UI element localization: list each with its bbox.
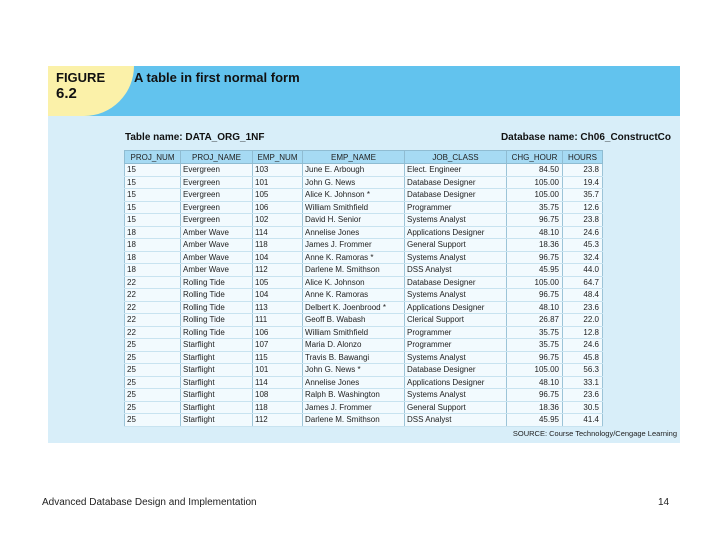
table-cell-emp-num: 118: [253, 239, 303, 252]
table-cell-emp-name: James J. Frommer: [303, 239, 405, 252]
table-cell-chg-hour: 18.36: [507, 401, 563, 414]
table-cell-hours: 23.6: [563, 301, 603, 314]
table-cell-emp-name: David H. Senior: [303, 214, 405, 227]
table-cell-emp-name: June E. Arbough: [303, 164, 405, 177]
table-cell-emp-name: Annelise Jones: [303, 376, 405, 389]
table-cell-proj-name: Rolling Tide: [181, 326, 253, 339]
table-cell-job-class: Systems Analyst: [405, 351, 507, 364]
table-cell-job-class: General Support: [405, 239, 507, 252]
table-row: [125, 301, 603, 314]
table-cell-hours: 19.4: [563, 176, 603, 189]
table-cell-emp-name: Darlene M. Smithson: [303, 414, 405, 427]
table-cell-proj-num: 25: [125, 376, 181, 389]
table-cell-hours: 45.8: [563, 351, 603, 364]
table-cell-proj-num: 25: [125, 414, 181, 427]
table-cell-hours: 23.8: [563, 164, 603, 177]
table-row: [125, 339, 603, 352]
table-cell-job-class: General Support: [405, 401, 507, 414]
table-cell-chg-hour: 48.10: [507, 301, 563, 314]
table-cell-chg-hour: 105.00: [507, 176, 563, 189]
figure-label-badge: [48, 66, 134, 116]
table-cell-job-class: Systems Analyst: [405, 214, 507, 227]
table-cell-job-class: Applications Designer: [405, 301, 507, 314]
table-cell-proj-name: Evergreen: [181, 164, 253, 177]
table-cell-proj-name: Amber Wave: [181, 264, 253, 277]
table-cell-chg-hour: 45.95: [507, 264, 563, 277]
table-cell-job-class: Programmer: [405, 326, 507, 339]
table-cell-job-class: Applications Designer: [405, 226, 507, 239]
figure-panel: [48, 66, 680, 443]
figure-label-word: FIGURE: [56, 70, 106, 85]
table-cell-proj-name: Starflight: [181, 401, 253, 414]
table-row: [125, 189, 603, 202]
table-cell-job-class: Elect. Engineer: [405, 164, 507, 177]
data-table: [124, 150, 603, 427]
table-cell-hours: 23.6: [563, 389, 603, 402]
table-row: [125, 364, 603, 377]
table-cell-proj-name: Rolling Tide: [181, 276, 253, 289]
table-cell-proj-name: Evergreen: [181, 189, 253, 202]
table-cell-emp-name: John G. News: [303, 176, 405, 189]
table-cell-emp-num: 104: [253, 251, 303, 264]
table-cell-hours: 23.8: [563, 214, 603, 227]
table-cell-proj-name: Amber Wave: [181, 239, 253, 252]
table-cell-emp-num: 104: [253, 289, 303, 302]
table-cell-chg-hour: 84.50: [507, 164, 563, 177]
table-row: [125, 314, 603, 327]
table-cell-job-class: Database Designer: [405, 364, 507, 377]
table-row: [125, 164, 603, 177]
table-cell-proj-num: 22: [125, 326, 181, 339]
table-cell-emp-name: Annelise Jones: [303, 226, 405, 239]
table-cell-chg-hour: 18.36: [507, 239, 563, 252]
table-row: [125, 176, 603, 189]
table-cell-proj-name: Starflight: [181, 351, 253, 364]
table-cell-emp-num: 106: [253, 201, 303, 214]
source-credit: SOURCE: Course Technology/Cengage Learning: [512, 429, 677, 438]
table-cell-proj-num: 18: [125, 226, 181, 239]
table-cell-chg-hour: 105.00: [507, 364, 563, 377]
table-cell-chg-hour: 35.75: [507, 201, 563, 214]
table-cell-emp-name: Alice K. Johnson *: [303, 189, 405, 202]
table-cell-chg-hour: 96.75: [507, 389, 563, 402]
table-cell-emp-name: William Smithfield: [303, 201, 405, 214]
table-cell-proj-name: Starflight: [181, 364, 253, 377]
table-cell-emp-name: James J. Frommer: [303, 401, 405, 414]
table-cell-proj-name: Rolling Tide: [181, 301, 253, 314]
table-cell-emp-num: 105: [253, 276, 303, 289]
table-row: [125, 389, 603, 402]
table-cell-proj-num: 15: [125, 201, 181, 214]
table-cell-hours: 56.3: [563, 364, 603, 377]
table-cell-emp-name: Geoff B. Wabash: [303, 314, 405, 327]
table-cell-proj-num: 15: [125, 214, 181, 227]
table-cell-proj-name: Starflight: [181, 414, 253, 427]
table-cell-proj-num: 25: [125, 351, 181, 364]
table-cell-chg-hour: 96.75: [507, 251, 563, 264]
table-cell-chg-hour: 48.10: [507, 226, 563, 239]
table-cell-emp-num: 115: [253, 351, 303, 364]
table-cell-proj-num: 25: [125, 364, 181, 377]
table-row: [125, 239, 603, 252]
table-cell-hours: 33.1: [563, 376, 603, 389]
table-row: [125, 414, 603, 427]
table-name-label: Table name: DATA_ORG_1NF: [125, 132, 265, 143]
table-cell-chg-hour: 96.75: [507, 214, 563, 227]
table-cell-emp-num: 108: [253, 389, 303, 402]
table-cell-hours: 45.3: [563, 239, 603, 252]
table-row: [125, 226, 603, 239]
table-cell-proj-num: 15: [125, 189, 181, 202]
table-cell-proj-name: Starflight: [181, 339, 253, 352]
table-cell-hours: 35.7: [563, 189, 603, 202]
table-cell-hours: 41.4: [563, 414, 603, 427]
table-cell-chg-hour: 35.75: [507, 339, 563, 352]
table-cell-chg-hour: 45.95: [507, 414, 563, 427]
table-cell-emp-name: Anne K. Ramoras: [303, 289, 405, 302]
table-cell-emp-num: 107: [253, 339, 303, 352]
table-cell-proj-num: 15: [125, 176, 181, 189]
table-cell-proj-name: Starflight: [181, 376, 253, 389]
table-cell-emp-name: William Smithfield: [303, 326, 405, 339]
table-cell-proj-num: 18: [125, 251, 181, 264]
table-row: [125, 376, 603, 389]
table-cell-chg-hour: 35.75: [507, 326, 563, 339]
table-cell-emp-num: 101: [253, 364, 303, 377]
footer-page-number: 14: [658, 497, 670, 508]
table-cell-proj-num: 25: [125, 389, 181, 402]
column-header: PROJ_NAME: [181, 151, 253, 164]
table-cell-proj-num: 18: [125, 239, 181, 252]
table-cell-proj-name: Amber Wave: [181, 251, 253, 264]
table-cell-emp-num: 118: [253, 401, 303, 414]
table-cell-emp-num: 111: [253, 314, 303, 327]
table-cell-emp-name: Delbert K. Joenbrood *: [303, 301, 405, 314]
table-cell-emp-name: John G. News *: [303, 364, 405, 377]
table-cell-job-class: DSS Analyst: [405, 264, 507, 277]
table-row: [125, 351, 603, 364]
column-header: JOB_CLASS: [405, 151, 507, 164]
figure-title: A table in first normal form: [134, 70, 300, 85]
table-row: [125, 401, 603, 414]
table-cell-hours: 48.4: [563, 289, 603, 302]
footer-course-title: Advanced Database Design and Implementation: [42, 497, 257, 508]
column-header: EMP_NAME: [303, 151, 405, 164]
table-cell-emp-num: 114: [253, 226, 303, 239]
table-cell-proj-name: Evergreen: [181, 214, 253, 227]
table-cell-emp-num: 103: [253, 164, 303, 177]
table-cell-emp-num: 112: [253, 264, 303, 277]
table-cell-proj-num: 22: [125, 289, 181, 302]
table-cell-emp-num: 102: [253, 214, 303, 227]
table-cell-job-class: Programmer: [405, 201, 507, 214]
table-cell-proj-name: Rolling Tide: [181, 289, 253, 302]
table-cell-hours: 24.6: [563, 339, 603, 352]
table-row: [125, 326, 603, 339]
table-cell-chg-hour: 48.10: [507, 376, 563, 389]
table-row: [125, 276, 603, 289]
figure-label-number: 6.2: [56, 85, 77, 102]
table-cell-job-class: Database Designer: [405, 276, 507, 289]
table-cell-chg-hour: 96.75: [507, 351, 563, 364]
column-header: EMP_NUM: [253, 151, 303, 164]
table-cell-job-class: Clerical Support: [405, 314, 507, 327]
table-cell-emp-num: 114: [253, 376, 303, 389]
table-cell-job-class: Systems Analyst: [405, 289, 507, 302]
table-cell-job-class: Systems Analyst: [405, 389, 507, 402]
table-row: [125, 289, 603, 302]
table-cell-emp-name: Travis B. Bawangi: [303, 351, 405, 364]
table-cell-hours: 12.6: [563, 201, 603, 214]
table-cell-emp-num: 101: [253, 176, 303, 189]
table-cell-emp-name: Maria D. Alonzo: [303, 339, 405, 352]
table-cell-chg-hour: 96.75: [507, 289, 563, 302]
table-cell-job-class: Applications Designer: [405, 376, 507, 389]
table-cell-job-class: Database Designer: [405, 189, 507, 202]
table-header-row: [125, 151, 603, 164]
table-cell-emp-name: Anne K. Ramoras *: [303, 251, 405, 264]
table-cell-hours: 30.5: [563, 401, 603, 414]
figure-header-bar: [48, 66, 680, 116]
table-cell-emp-num: 105: [253, 189, 303, 202]
table-cell-job-class: Programmer: [405, 339, 507, 352]
database-name-label: Database name: Ch06_ConstructCo: [500, 132, 671, 143]
table-cell-proj-num: 25: [125, 401, 181, 414]
table-cell-chg-hour: 105.00: [507, 276, 563, 289]
table-cell-chg-hour: 26.87: [507, 314, 563, 327]
table-cell-emp-num: 106: [253, 326, 303, 339]
table-cell-proj-num: 22: [125, 276, 181, 289]
table-cell-hours: 22.0: [563, 314, 603, 327]
table-cell-emp-name: Ralph B. Washington: [303, 389, 405, 402]
table-cell-chg-hour: 105.00: [507, 189, 563, 202]
column-header: PROJ_NUM: [125, 151, 181, 164]
table-row: [125, 251, 603, 264]
table-cell-emp-num: 113: [253, 301, 303, 314]
table-body: [125, 164, 603, 427]
table-cell-job-class: Database Designer: [405, 176, 507, 189]
table-cell-proj-num: 22: [125, 301, 181, 314]
table-cell-proj-name: Evergreen: [181, 176, 253, 189]
column-header: HOURS: [563, 151, 603, 164]
table-cell-proj-num: 22: [125, 314, 181, 327]
table-cell-job-class: DSS Analyst: [405, 414, 507, 427]
table-cell-hours: 24.6: [563, 226, 603, 239]
table-cell-proj-name: Evergreen: [181, 201, 253, 214]
table-cell-proj-num: 15: [125, 164, 181, 177]
table-cell-proj-num: 25: [125, 339, 181, 352]
table-cell-emp-name: Darlene M. Smithson: [303, 264, 405, 277]
table-cell-job-class: Systems Analyst: [405, 251, 507, 264]
table-cell-proj-name: Rolling Tide: [181, 314, 253, 327]
column-header: CHG_HOUR: [507, 151, 563, 164]
table-row: [125, 264, 603, 277]
table-cell-proj-name: Starflight: [181, 389, 253, 402]
table-cell-hours: 32.4: [563, 251, 603, 264]
table-cell-emp-name: Alice K. Johnson: [303, 276, 405, 289]
table-row: [125, 201, 603, 214]
table-cell-proj-name: Amber Wave: [181, 226, 253, 239]
table-cell-hours: 12.8: [563, 326, 603, 339]
table-cell-hours: 64.7: [563, 276, 603, 289]
table-row: [125, 214, 603, 227]
table-cell-proj-num: 18: [125, 264, 181, 277]
table-cell-emp-num: 112: [253, 414, 303, 427]
table-cell-hours: 44.0: [563, 264, 603, 277]
